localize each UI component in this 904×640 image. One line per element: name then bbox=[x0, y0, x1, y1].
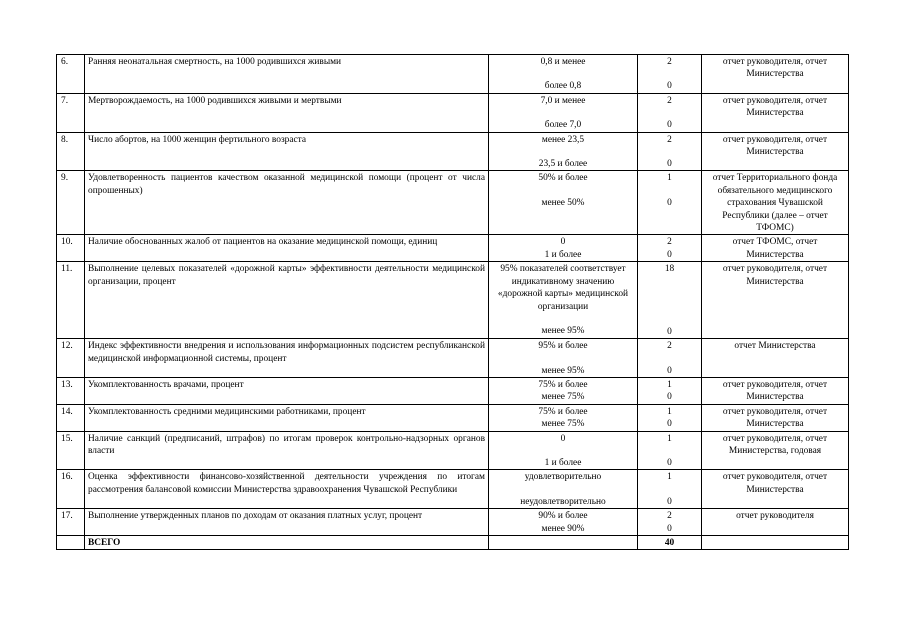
total-label: ВСЕГО bbox=[85, 535, 489, 549]
indicator-name: Индекс эффективности внедрения и использования информационных подсистем республиканской медицинской информационной системы, процент bbox=[85, 339, 489, 378]
points-cell bbox=[638, 93, 702, 132]
criterion-not-met: менее 95% bbox=[541, 365, 585, 376]
criteria-cell bbox=[489, 339, 638, 378]
criterion-not-met: менее 90% bbox=[541, 523, 585, 534]
criterion-not-met: 1 и более bbox=[544, 249, 582, 260]
criteria-cell bbox=[489, 377, 638, 404]
indicator-name: Оценка эффективности финансово-хозяйственной деятельности учреждения по итогам рассмотрения балансовой комиссии Министерства здравоохранения Чувашской Республики bbox=[85, 470, 489, 509]
points-met: 1 bbox=[667, 472, 672, 483]
source-cell: отчет руководителя, отчет Министерства bbox=[702, 55, 849, 94]
points-met: 1 bbox=[667, 173, 672, 184]
criterion-not-met: более 0,8 bbox=[544, 81, 582, 92]
table-row bbox=[57, 377, 849, 404]
table-row bbox=[57, 431, 849, 470]
document-page bbox=[56, 54, 848, 550]
criteria-cell bbox=[489, 431, 638, 470]
row-number: 16. bbox=[57, 470, 85, 509]
indicator-name: Наличие обоснованных жалоб от пациентов на оказание медицинской помощи, единиц bbox=[85, 235, 489, 262]
source-cell: отчет руководителя, отчет Министерства, годовая bbox=[702, 431, 849, 470]
source-cell: отчет руководителя, отчет Министерства bbox=[702, 470, 849, 509]
points-cell bbox=[638, 262, 702, 339]
source-cell: отчет ТФОМС, отчет Министерства bbox=[702, 235, 849, 262]
table-row bbox=[57, 235, 849, 262]
points-met: 1 bbox=[667, 433, 672, 444]
row-number: 9. bbox=[57, 171, 85, 235]
criterion-met: удовлетворительно bbox=[524, 472, 602, 483]
points-cell bbox=[638, 171, 702, 235]
total-source-cell bbox=[702, 535, 849, 549]
criterion-not-met: менее 75% bbox=[541, 392, 585, 403]
points-met: 1 bbox=[667, 406, 672, 417]
criterion-met: 7,0 и менее bbox=[540, 95, 586, 106]
indicator-name: Наличие санкций (предписаний, штрафов) по итогам проверок контрольно-надзорных органов власти bbox=[85, 431, 489, 470]
points-met: 2 bbox=[667, 57, 672, 67]
criterion-met: 50% и более bbox=[538, 173, 588, 184]
criteria-cell bbox=[489, 132, 638, 171]
indicator-name: Мертворождаемость, на 1000 родившихся живыми и мертвыми bbox=[85, 93, 489, 132]
criteria-cell bbox=[489, 93, 638, 132]
points-not-met: 0 bbox=[667, 457, 672, 468]
points-met: 2 bbox=[667, 134, 672, 145]
table-row bbox=[57, 171, 849, 235]
total-num-cell bbox=[57, 535, 85, 549]
source-cell: отчет руководителя bbox=[702, 509, 849, 536]
criterion-not-met: менее 75% bbox=[541, 419, 585, 430]
table-row bbox=[57, 339, 849, 378]
total-criteria-cell bbox=[489, 535, 638, 549]
criterion-not-met: неудовлетворительно bbox=[520, 496, 606, 507]
row-number: 12. bbox=[57, 339, 85, 378]
criterion-met: 75% и более bbox=[538, 379, 588, 390]
indicator-name: Укомплектованность врачами, процент bbox=[85, 377, 489, 404]
source-cell: отчет Территориального фонда обязательного медицинского страхования Чувашской Республики (далее – отчет ТФОМС) bbox=[702, 171, 849, 235]
points-not-met: 0 bbox=[667, 120, 672, 131]
source-cell: отчет руководителя, отчет Министерства bbox=[702, 377, 849, 404]
row-number: 8. bbox=[57, 132, 85, 171]
points-not-met: 0 bbox=[667, 496, 672, 507]
source-cell: отчет руководителя, отчет Министерства bbox=[702, 404, 849, 431]
points-cell bbox=[638, 470, 702, 509]
criterion-met: 0 bbox=[560, 237, 566, 248]
source-cell: отчет руководителя, отчет Министерства bbox=[702, 93, 849, 132]
source-cell: отчет руководителя, отчет Министерства bbox=[702, 132, 849, 171]
indicator-name: Укомплектованность средними медицинскими работниками, процент bbox=[85, 404, 489, 431]
points-not-met: 0 bbox=[667, 523, 672, 534]
points-met: 2 bbox=[667, 511, 672, 522]
row-number: 14. bbox=[57, 404, 85, 431]
points-met: 2 bbox=[667, 341, 672, 352]
indicators-table bbox=[56, 54, 849, 550]
row-number: 6. bbox=[57, 55, 85, 94]
points-cell bbox=[638, 404, 702, 431]
source-cell: отчет Министерства bbox=[702, 339, 849, 378]
criterion-not-met: 1 и более bbox=[544, 457, 582, 468]
criterion-met: 95% показателей соответствует индикативному значению «дорожной карты» медицинской организации bbox=[497, 264, 629, 312]
indicator-name: Выполнение целевых показателей «дорожной карты» эффективности деятельности медицинской организации, процент bbox=[85, 262, 489, 339]
points-not-met: 0 bbox=[667, 326, 672, 337]
criteria-cell bbox=[489, 509, 638, 536]
total-row bbox=[57, 535, 849, 549]
criterion-not-met: более 7,0 bbox=[544, 120, 582, 131]
criterion-not-met: менее 50% bbox=[541, 197, 585, 208]
points-not-met: 0 bbox=[667, 249, 672, 260]
criteria-cell bbox=[489, 55, 638, 94]
table-row bbox=[57, 404, 849, 431]
table-row bbox=[57, 470, 849, 509]
criterion-met: 0 bbox=[560, 433, 566, 444]
table-row bbox=[57, 55, 849, 94]
table-row bbox=[57, 509, 849, 536]
points-not-met: 0 bbox=[667, 392, 672, 403]
criterion-not-met: менее 95% bbox=[541, 325, 585, 336]
total-points: 40 bbox=[638, 535, 702, 549]
points-cell bbox=[638, 235, 702, 262]
points-cell bbox=[638, 55, 702, 94]
points-met: 1 bbox=[667, 379, 672, 390]
criterion-met: 95% и более bbox=[538, 341, 588, 352]
criteria-cell bbox=[489, 262, 638, 339]
indicator-name: Удовлетворенность пациентов качеством оказанной медицинской помощи (процент от числа опрошенных) bbox=[85, 171, 489, 235]
points-cell bbox=[638, 377, 702, 404]
points-not-met: 0 bbox=[667, 365, 672, 376]
indicator-name: Число абортов, на 1000 женщин фертильного возраста bbox=[85, 132, 489, 171]
points-cell bbox=[638, 431, 702, 470]
row-number: 11. bbox=[57, 262, 85, 339]
row-number: 10. bbox=[57, 235, 85, 262]
points-cell bbox=[638, 509, 702, 536]
row-number: 15. bbox=[57, 431, 85, 470]
points-met: 2 bbox=[667, 237, 672, 248]
row-number: 7. bbox=[57, 93, 85, 132]
criterion-met: менее 23,5 bbox=[541, 134, 585, 145]
points-not-met: 0 bbox=[667, 419, 672, 430]
points-not-met: 0 bbox=[667, 81, 672, 92]
criteria-cell bbox=[489, 470, 638, 509]
points-cell bbox=[638, 339, 702, 378]
points-cell bbox=[638, 132, 702, 171]
row-number: 17. bbox=[57, 509, 85, 536]
row-number: 13. bbox=[57, 377, 85, 404]
criteria-cell bbox=[489, 235, 638, 262]
table-row bbox=[57, 262, 849, 339]
indicator-name: Выполнение утвержденных планов по доходам от оказания платных услуг, процент bbox=[85, 509, 489, 536]
criterion-not-met: 23,5 и более bbox=[538, 159, 588, 170]
points-not-met: 0 bbox=[667, 197, 672, 208]
table-row bbox=[57, 132, 849, 171]
indicator-name: Ранняя неонатальная смертность, на 1000 родившихся живыми bbox=[85, 55, 489, 94]
criterion-met: 75% и более bbox=[538, 406, 588, 417]
criteria-cell bbox=[489, 171, 638, 235]
points-not-met: 0 bbox=[667, 159, 672, 170]
points-met: 2 bbox=[667, 95, 672, 106]
criterion-met: 0,8 и менее bbox=[540, 57, 586, 67]
criteria-cell bbox=[489, 404, 638, 431]
table-row bbox=[57, 93, 849, 132]
points-met: 18 bbox=[664, 264, 675, 275]
source-cell: отчет руководителя, отчет Министерства bbox=[702, 262, 849, 339]
criterion-met: 90% и более bbox=[538, 511, 588, 522]
